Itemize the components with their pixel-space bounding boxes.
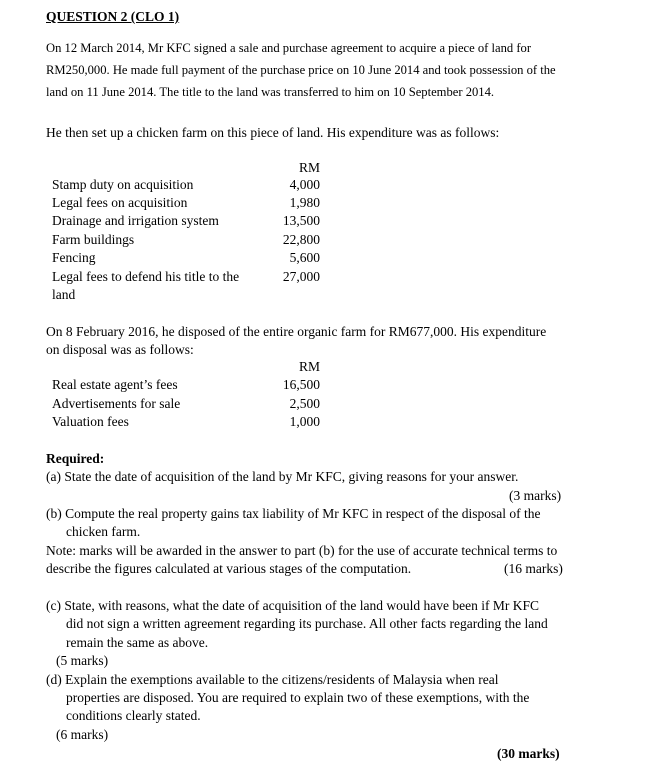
- expenditure-value: 22,800: [282, 232, 320, 247]
- expenditure-label: Legal fees on acquisition: [52, 195, 188, 210]
- expenditure-label: Drainage and irrigation system: [52, 213, 219, 228]
- intro-line: On 12 March 2014, Mr KFC signed a sale and purchase agreement to acquire a piece of land for: [46, 41, 532, 55]
- expenditure-value: 5,600: [289, 250, 320, 265]
- expenditure-label-cont: land: [52, 287, 76, 302]
- part-d-marks: (6 marks): [56, 727, 109, 742]
- note-text: describe the figures calculated at various stages of the computation.: [46, 561, 412, 576]
- disposal-value: 2,500: [289, 396, 320, 411]
- currency-header: RM: [298, 160, 320, 175]
- disposal-value: 16,500: [282, 377, 320, 392]
- disposal-line: on disposal was as follows:: [46, 342, 194, 357]
- part-b-text: chicken farm.: [66, 524, 141, 539]
- expenditure-label: Stamp duty on acquisition: [52, 177, 194, 192]
- disposal-line: On 8 February 2016, he disposed of the entire organic farm for RM677,000. His expenditure: [46, 324, 547, 339]
- farm-sentence: He then set up a chicken farm on this piece of land. His expenditure was as follows:: [46, 125, 500, 140]
- expenditure-label: Farm buildings: [52, 232, 135, 247]
- expenditure-value: 4,000: [289, 177, 320, 192]
- disposal-label: Advertisements for sale: [52, 396, 181, 411]
- expenditure-value: 1,980: [289, 195, 320, 210]
- part-c-text: (c) State, with reasons, what the date of acquisition of the land would have been if Mr KFC: [46, 598, 540, 613]
- disposal-label: Real estate agent’s fees: [52, 377, 178, 392]
- part-b-marks: (16 marks): [504, 561, 563, 576]
- required-heading: Required:: [46, 451, 105, 466]
- part-d-text: (d) Explain the exemptions available to the citizens/residents of Malaysia when real: [46, 672, 499, 687]
- part-c-marks: (5 marks): [56, 653, 109, 668]
- total-marks: (30 marks): [497, 746, 560, 761]
- expenditure-label: Legal fees to defend his title to the: [52, 269, 240, 284]
- part-c-text: did not sign a written agreement regarding its purchase. All other facts regarding the land: [66, 616, 548, 631]
- part-b-text: (b) Compute the real property gains tax liability of Mr KFC in respect of the disposal of the: [46, 506, 541, 521]
- currency-header: RM: [298, 359, 320, 374]
- expenditure-value: 27,000: [282, 269, 320, 284]
- part-a-marks: (3 marks): [509, 488, 562, 503]
- intro-line: RM250,000. He made full payment of the purchase price on 10 June 2014 and took possession of the: [46, 63, 556, 77]
- expenditure-value: 13,500: [282, 213, 320, 228]
- part-d-text: conditions clearly stated.: [66, 708, 201, 723]
- intro-line: land on 11 June 2014. The title to the land was transferred to him on 10 September 2014.: [46, 85, 495, 99]
- disposal-label: Valuation fees: [52, 414, 129, 429]
- expenditure-label: Fencing: [52, 250, 96, 265]
- disposal-value: 1,000: [289, 414, 320, 429]
- part-a-text: (a) State the date of acquisition of the land by Mr KFC, giving reasons for your answer.: [46, 469, 519, 484]
- question-title: QUESTION 2 (CLO 1): [46, 9, 180, 24]
- part-c-text: remain the same as above.: [66, 635, 209, 650]
- note-text: Note: marks will be awarded in the answer to part (b) for the use of accurate technical terms to: [46, 543, 558, 558]
- part-d-text: properties are disposed. You are required to explain two of these exemptions, with the: [66, 690, 530, 705]
